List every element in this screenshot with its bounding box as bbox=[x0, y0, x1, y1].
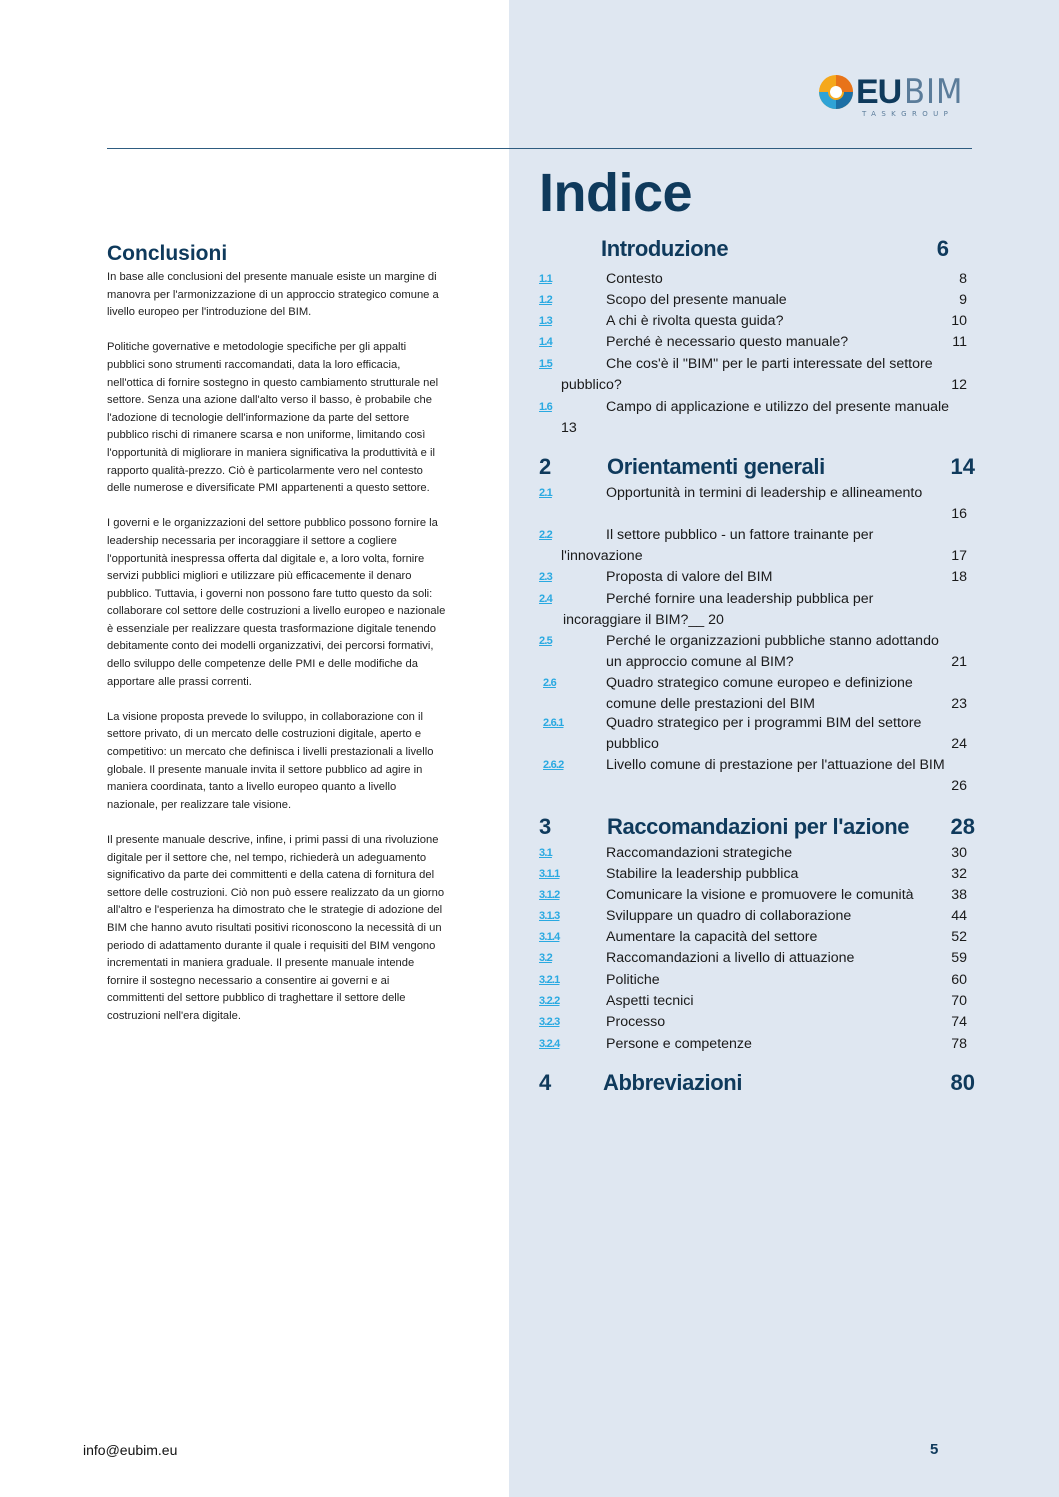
toc-entry-number: 3.2 bbox=[539, 952, 552, 964]
toc-section-number: 2 bbox=[539, 454, 552, 479]
toc-entry-page: 38 bbox=[951, 887, 967, 903]
toc-entry-page: 78 bbox=[951, 1036, 967, 1052]
toc-section-title: Abbreviazioni bbox=[603, 1070, 743, 1095]
toc-entry-title: Aumentare la capacità del settore bbox=[606, 929, 818, 945]
toc-entry-title-cont: pubblico? bbox=[561, 376, 622, 393]
toc-entry-page: 59 bbox=[951, 950, 967, 966]
conclusions-paragraph: In base alle conclusioni del presente manuale esiste un margine di manovra per l'armonizzazione di un approccio strategico comune a livello europeo per l'introduzione del BIM. bbox=[107, 271, 439, 319]
toc-entry-title-cont: un approccio comune al BIM? bbox=[606, 653, 794, 670]
toc-entry-title: Raccomandazioni a livello di attuazione bbox=[606, 950, 855, 966]
toc-entry-page: 17 bbox=[951, 547, 967, 564]
toc-entry-title-cont: pubblico bbox=[606, 735, 659, 752]
toc-entry-page: 9 bbox=[959, 292, 967, 308]
toc-section-page: 14 bbox=[950, 454, 975, 479]
toc-section[interactable] bbox=[539, 1070, 975, 1100]
toc-entry-page: 21 bbox=[951, 653, 967, 670]
toc-entry-title: Contesto bbox=[606, 271, 663, 287]
toc-entry-number: 1.6 bbox=[539, 401, 552, 413]
toc-entry-title: Processo bbox=[606, 1014, 666, 1030]
toc-entry-title: Livello comune di prestazione per l'attuazione del BIM bbox=[606, 757, 945, 773]
toc-entry-title: Persone e competenze bbox=[606, 1036, 752, 1052]
conclusions-paragraph: Il presente manuale descrive, infine, i primi passi di una rivoluzione digitale per il settore che, nel tempo, richiederà un adeguamento significativo da parte dei committenti e della catena di fornitura del settore delle costruzioni. Ciò non può essere realizzato da un giorno all'altro e l'esperienza ha dimostrato che le strategie di adozione del BIM che hanno avuto risultati positivi riconoscono la necessità di un periodo di adattamento durante il quale i requisiti del BIM vengono incrementati in maniera graduale. Il presente manuale intende fornire il sostegno necessario a consentire ai governi e ai committenti del settore pubblico di traghettare il settore delle costruzioni nell'era digitale. bbox=[107, 834, 445, 1022]
toc-entry-title: Che cos'è il "BIM" per le parti interessate del settore bbox=[606, 356, 933, 372]
toc-entry-number: 2.6 bbox=[543, 677, 556, 689]
conclusions-paragraph: I governi e le organizzazioni del settore pubblico possono fornire la leadership necessaria per incoraggiare il settore a cogliere l'opportunità inespressa offerta dal digitale e, a loro volta, fornire servizi pubblici migliori e utilizzare più efficacemente il denaro pubblico. Tuttavia, i governi non possono fare tutto questo da soli: collaborare col settore delle costruzioni a livello europeo e nazionale è essenziale per realizzare questa trasformazione digitale tenendo debitamente conto dei modelli organizzativi, dei percorsi formativi, dello sviluppo delle competenze delle PMI e delle modifiche da apportare alle prassi correnti. bbox=[107, 517, 446, 688]
conclusions-body bbox=[107, 269, 447, 1043]
toc-section-page: 80 bbox=[950, 1070, 975, 1095]
toc-section[interactable] bbox=[539, 236, 975, 266]
toc-entry-title: Perché è necessario questo manuale? bbox=[606, 334, 849, 350]
index-title: Indice bbox=[539, 163, 693, 223]
logo-bim-text: BIM bbox=[904, 72, 964, 112]
toc-entry-page: 30 bbox=[951, 845, 967, 861]
eubim-logo bbox=[816, 72, 976, 122]
toc-section-page: 28 bbox=[950, 814, 975, 839]
toc-entry-number: 3.1.2 bbox=[539, 889, 560, 901]
toc-entry-page: 23 bbox=[951, 695, 967, 712]
logo-eu-text: EU bbox=[856, 73, 902, 111]
toc-entry-number: 3.1.4 bbox=[539, 931, 560, 943]
toc-entry-title: Quadro strategico per i programmi BIM del settore bbox=[606, 715, 922, 731]
toc-entry-number: 1.1 bbox=[539, 273, 552, 285]
footer-email: info@eubim.eu bbox=[83, 1442, 178, 1458]
toc-entry-page: 12 bbox=[951, 376, 967, 393]
toc-entry-title: Comunicare la visione e promuovere le comunità bbox=[606, 887, 914, 903]
toc-entry-number: 1.3 bbox=[539, 315, 552, 327]
toc-entry-page: 52 bbox=[951, 929, 967, 945]
toc-entry-title-cont: incoraggiare il BIM?__ 20 bbox=[563, 611, 724, 628]
toc-entry-title: Raccomandazioni strategiche bbox=[606, 845, 793, 861]
toc-entry-title: Perché le organizzazioni pubbliche stanno adottando bbox=[606, 633, 939, 649]
toc-entry-number: 3.2.2 bbox=[539, 995, 560, 1007]
toc-entry-title: Politiche bbox=[606, 972, 660, 988]
toc-section-title: Orientamenti generali bbox=[607, 454, 825, 479]
toc-entry-title: Proposta di valore del BIM bbox=[606, 569, 773, 585]
toc-entry-page: 70 bbox=[951, 993, 967, 1009]
toc-entry-number: 2.4 bbox=[539, 593, 552, 605]
toc-entry-number: 1.2 bbox=[539, 294, 552, 306]
toc-section-title: Introduzione bbox=[601, 236, 729, 261]
toc-entry-page: 60 bbox=[951, 972, 967, 988]
toc-section-number: 3 bbox=[539, 814, 552, 839]
toc-section[interactable] bbox=[539, 814, 975, 844]
toc-entry-number: 2.2 bbox=[539, 529, 552, 541]
conclusions-title: Conclusioni bbox=[107, 242, 228, 265]
toc-entry-number: 3.1.1 bbox=[539, 868, 560, 880]
toc-entry-number: 3.2.3 bbox=[539, 1016, 560, 1028]
toc-entry-title-cont: 13 bbox=[561, 419, 577, 436]
toc-entry-title: Campo di applicazione e utilizzo del presente manuale bbox=[606, 399, 950, 415]
toc-entry-title: Scopo del presente manuale bbox=[606, 292, 787, 308]
toc-entry-number: 3.2.4 bbox=[539, 1038, 560, 1050]
toc-entry-title: Aspetti tecnici bbox=[606, 993, 694, 1009]
toc-entry-title: Opportunità in termini di leadership e allineamento bbox=[606, 485, 923, 501]
toc-section-title: Raccomandazioni per l'azione bbox=[607, 814, 910, 839]
toc-entry-number: 2.5 bbox=[539, 635, 552, 647]
page-number: 5 bbox=[930, 1441, 939, 1458]
logo-taskgroup-text: TASKGROUP bbox=[862, 110, 954, 118]
toc-entry-title: A chi è rivolta questa guida? bbox=[606, 313, 784, 329]
toc-entry-title-cont: comune delle prestazioni del BIM bbox=[606, 695, 815, 712]
toc-entry-page: 74 bbox=[951, 1014, 967, 1030]
toc-entry-page: 24 bbox=[951, 735, 967, 752]
toc-entry-number: 2.3 bbox=[539, 571, 552, 583]
toc-entry-title-cont: l'innovazione bbox=[561, 547, 643, 564]
toc-section[interactable] bbox=[539, 454, 975, 484]
toc-entry-title: Sviluppare un quadro di collaborazione bbox=[606, 908, 852, 924]
toc-entry-number: 3.2.1 bbox=[539, 974, 560, 986]
toc-entry-number: 2.6.1 bbox=[543, 717, 564, 729]
toc-section-number: 4 bbox=[539, 1070, 552, 1095]
toc-section-page: 6 bbox=[936, 236, 949, 261]
toc-entry-page: 8 bbox=[959, 271, 967, 287]
toc-entry-number: 3.1.3 bbox=[539, 910, 560, 922]
toc-entry-page: 10 bbox=[951, 313, 967, 329]
toc-entry-page: 18 bbox=[951, 569, 967, 585]
toc-entry-title: Stabilire la leadership pubblica bbox=[606, 866, 799, 882]
conclusions-paragraph: Politiche governative e metodologie specifiche per gli appalti pubblici sono strumenti raccomandati, data la loro efficacia, nell'ottica di fornire sostegno in questo cambiamento strutturale nel settore. Senza una azione dall'alto verso il basso, è probabile che l'adozione di tecnologie dell'informazione da parte del settore pubblico rischi di rimanere scarsa e non uniforme, limitando così l'opportunità di migliorare in maniera significativa la produttività e il rapporto qualità-prezzo. Ciò è particolarmente vero nel contesto delle numerose e diversificate PMI appartenenti a questo settore. bbox=[107, 341, 439, 495]
toc-entry-number: 3.1 bbox=[539, 847, 552, 859]
toc-entry-page: 11 bbox=[952, 334, 967, 350]
toc-entry-title: Il settore pubblico - un fattore trainante per bbox=[606, 527, 874, 543]
conclusions-paragraph: La visione proposta prevede lo sviluppo, in collaborazione con il settore privato, di un mercato delle costruzioni digitale, aperto e competitivo: un mercato che definisca i livelli prestazionali a livello globale. Il presente manuale invita il settore pubblico ad agire in maniera coordinata, tanto a livello europeo quanto a livello nazionale, per realizzare tale visione. bbox=[107, 710, 434, 811]
toc-entry-number: 1.4 bbox=[539, 336, 552, 348]
header-rule bbox=[107, 148, 972, 149]
globe-logo-icon bbox=[816, 72, 856, 112]
toc-entry-title: Quadro strategico comune europeo e definizione bbox=[606, 675, 913, 691]
toc-entry-page: 16 bbox=[951, 505, 967, 522]
toc-entry-page: 44 bbox=[951, 908, 967, 924]
toc-entry-number: 2.6.2 bbox=[543, 759, 564, 771]
toc-entry-page: 32 bbox=[951, 866, 967, 882]
toc-entry-number: 1.5 bbox=[539, 358, 552, 370]
toc-entry-number: 2.1 bbox=[539, 487, 552, 499]
toc-entry-title: Perché fornire una leadership pubblica per bbox=[606, 591, 874, 607]
toc-entry-page: 26 bbox=[951, 777, 967, 794]
